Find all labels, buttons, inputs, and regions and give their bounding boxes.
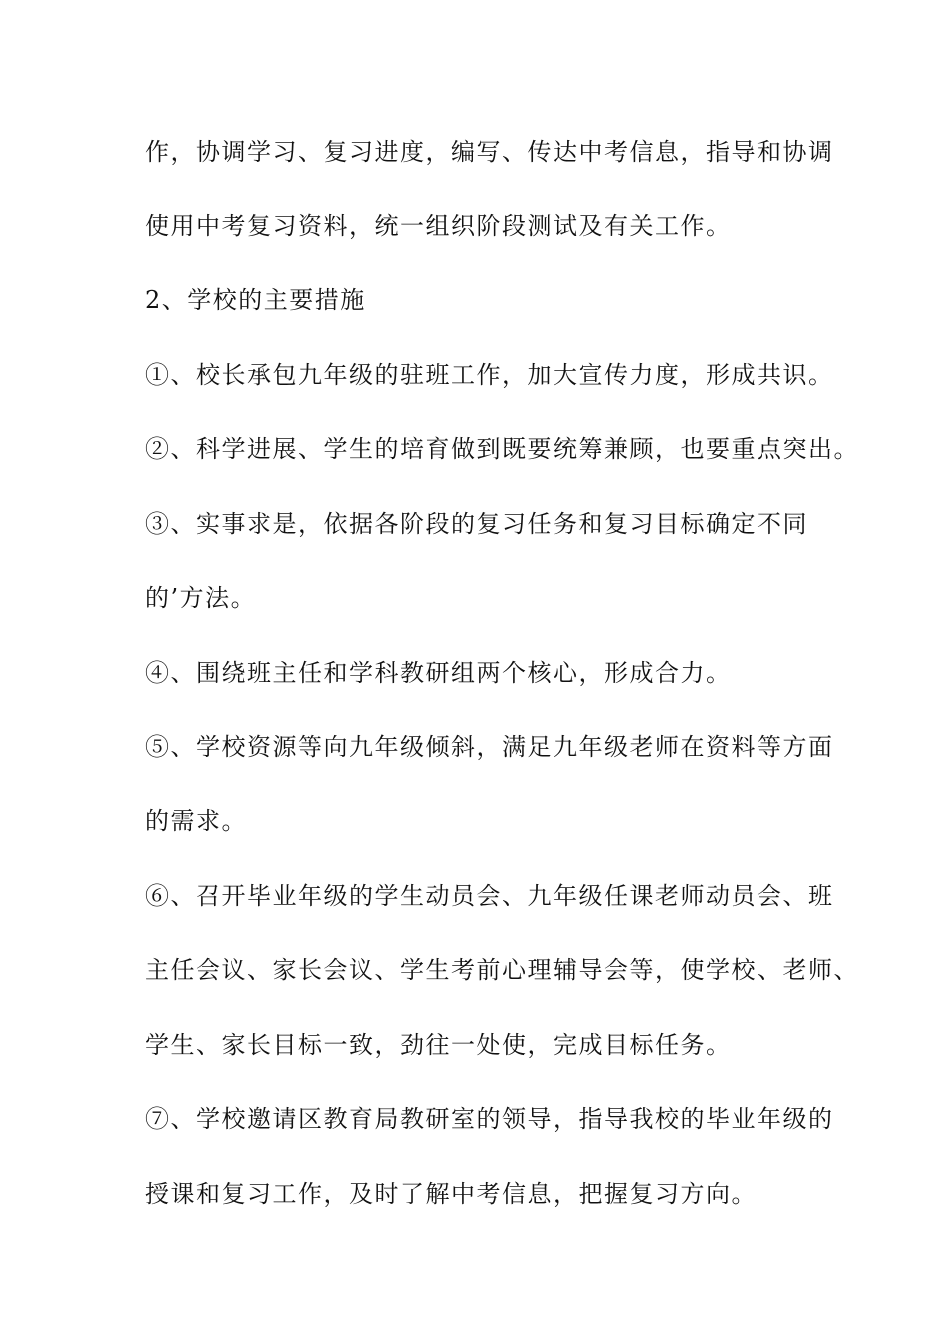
text-line: 的需求。 [145,807,247,835]
list-item: ①、校长承包九年级的驻班工作，加大宣传力度，形成共识。 [145,361,834,389]
text-line: 学生、家长目标一致，劲往一处使，完成目标任务。 [145,1031,732,1059]
list-item: ④、围绕班主任和学科教研组两个核心，形成合力。 [145,659,732,687]
list-item: ⑤、学校资源等向九年级倾斜，满足九年级老师在资料等方面 [145,733,834,761]
list-item: ②、科学进展、学生的培育做到既要统筹兼顾，也要重点突出。 [145,435,859,463]
text-line: 主任会议、家长会议、学生考前心理辅导会等，使学校、老师、 [145,956,859,984]
text-line: 使用中考复习资料，统一组织阶段测试及有关工作。 [145,212,732,240]
text-line: 的’方法。 [145,584,257,612]
list-item: ③、实事求是，依据各阶段的复习任务和复习目标确定不同 [145,510,808,538]
list-item: ⑦、学校邀请区教育局教研室的领导，指导我校的毕业年级的 [145,1105,834,1133]
text-line: 作，协调学习、复习进度，编写、传达中考信息，指导和协调 [145,138,834,166]
section-heading: 2、学校的主要措施 [145,286,366,314]
list-item: ⑥、召开毕业年级的学生动员会、九年级任课老师动员会、班 [145,882,834,910]
text-line: 授课和复习工作，及时了解中考信息，把握复习方向。 [145,1180,757,1208]
